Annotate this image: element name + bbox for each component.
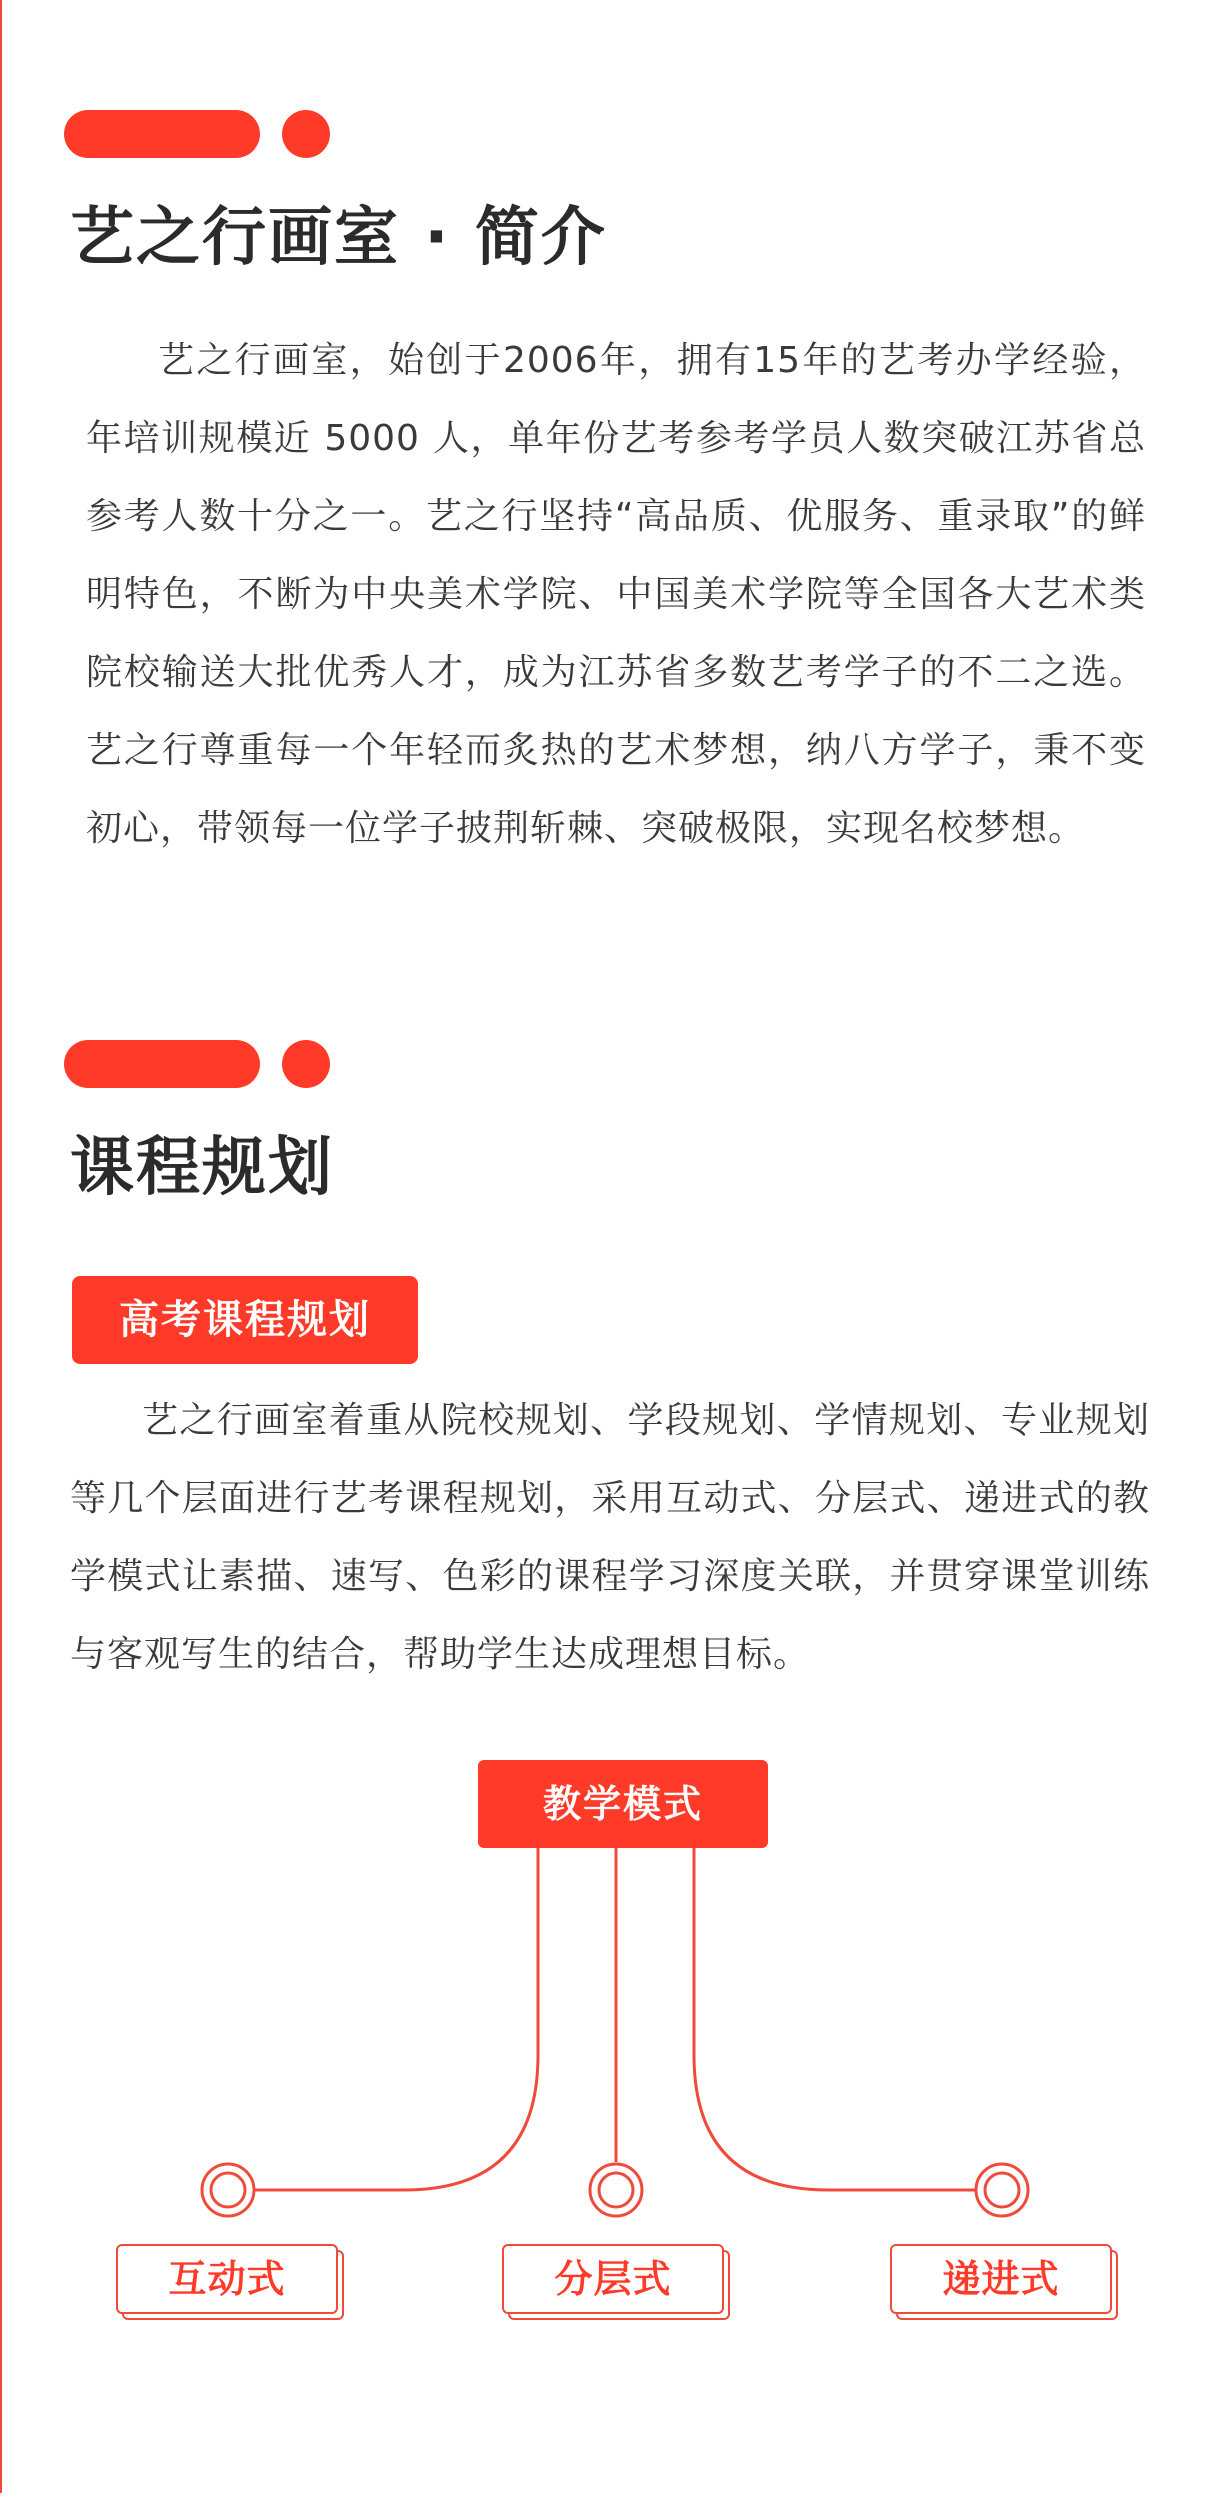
mode-item-layered: 分层式 — [502, 2244, 724, 2314]
node-ring-inner — [211, 2173, 245, 2207]
course-paragraph: 艺之行画室着重从院校规划、学段规划、学情规划、专业规划等几个层面进行艺考课程规划，采用互动式、分层式、递进式的教学模式让素描、速写、色彩的课程学习深度关联，并贯穿课堂训练与客观写生的结合，帮助学生达成理想目标。 — [70, 1400, 1150, 1675]
node-ring-inner — [985, 2173, 1019, 2207]
intro-paragraph: 艺之行画室，始创于2006年，拥有15年的艺考办学经验，年培训规模近 5000 人，单年份艺考参考学员人数突破江苏省总参考人数十分之一。艺之行坚持“高品质、优服务、重录取”的鲜明特色，不断为中央美术学院、中国美术学院等全国各大艺术类院校输送大批优秀人才，成为江苏省多数艺考学子的不二之选。艺之行尊重每一个年轻而炙热的艺术梦想，纳八方学子，秉不变初心，带领每一位学子披荆斩棘、突破极限，实现名校梦想。 — [86, 340, 1146, 849]
node-ring-inner — [599, 2173, 633, 2207]
connector-right — [694, 1848, 976, 2190]
course-title: 课程规划 — [70, 1131, 334, 1205]
teaching-mode-heading: 教学模式 — [478, 1760, 768, 1848]
course-tag: 高考课程规划 — [72, 1276, 418, 1364]
mode-item-interactive: 互动式 — [116, 2244, 338, 2314]
mode-item-progressive: 递进式 — [890, 2244, 1112, 2314]
connector-left — [254, 1848, 538, 2190]
intro-title: 艺之行画室 · 简介 — [70, 201, 607, 275]
